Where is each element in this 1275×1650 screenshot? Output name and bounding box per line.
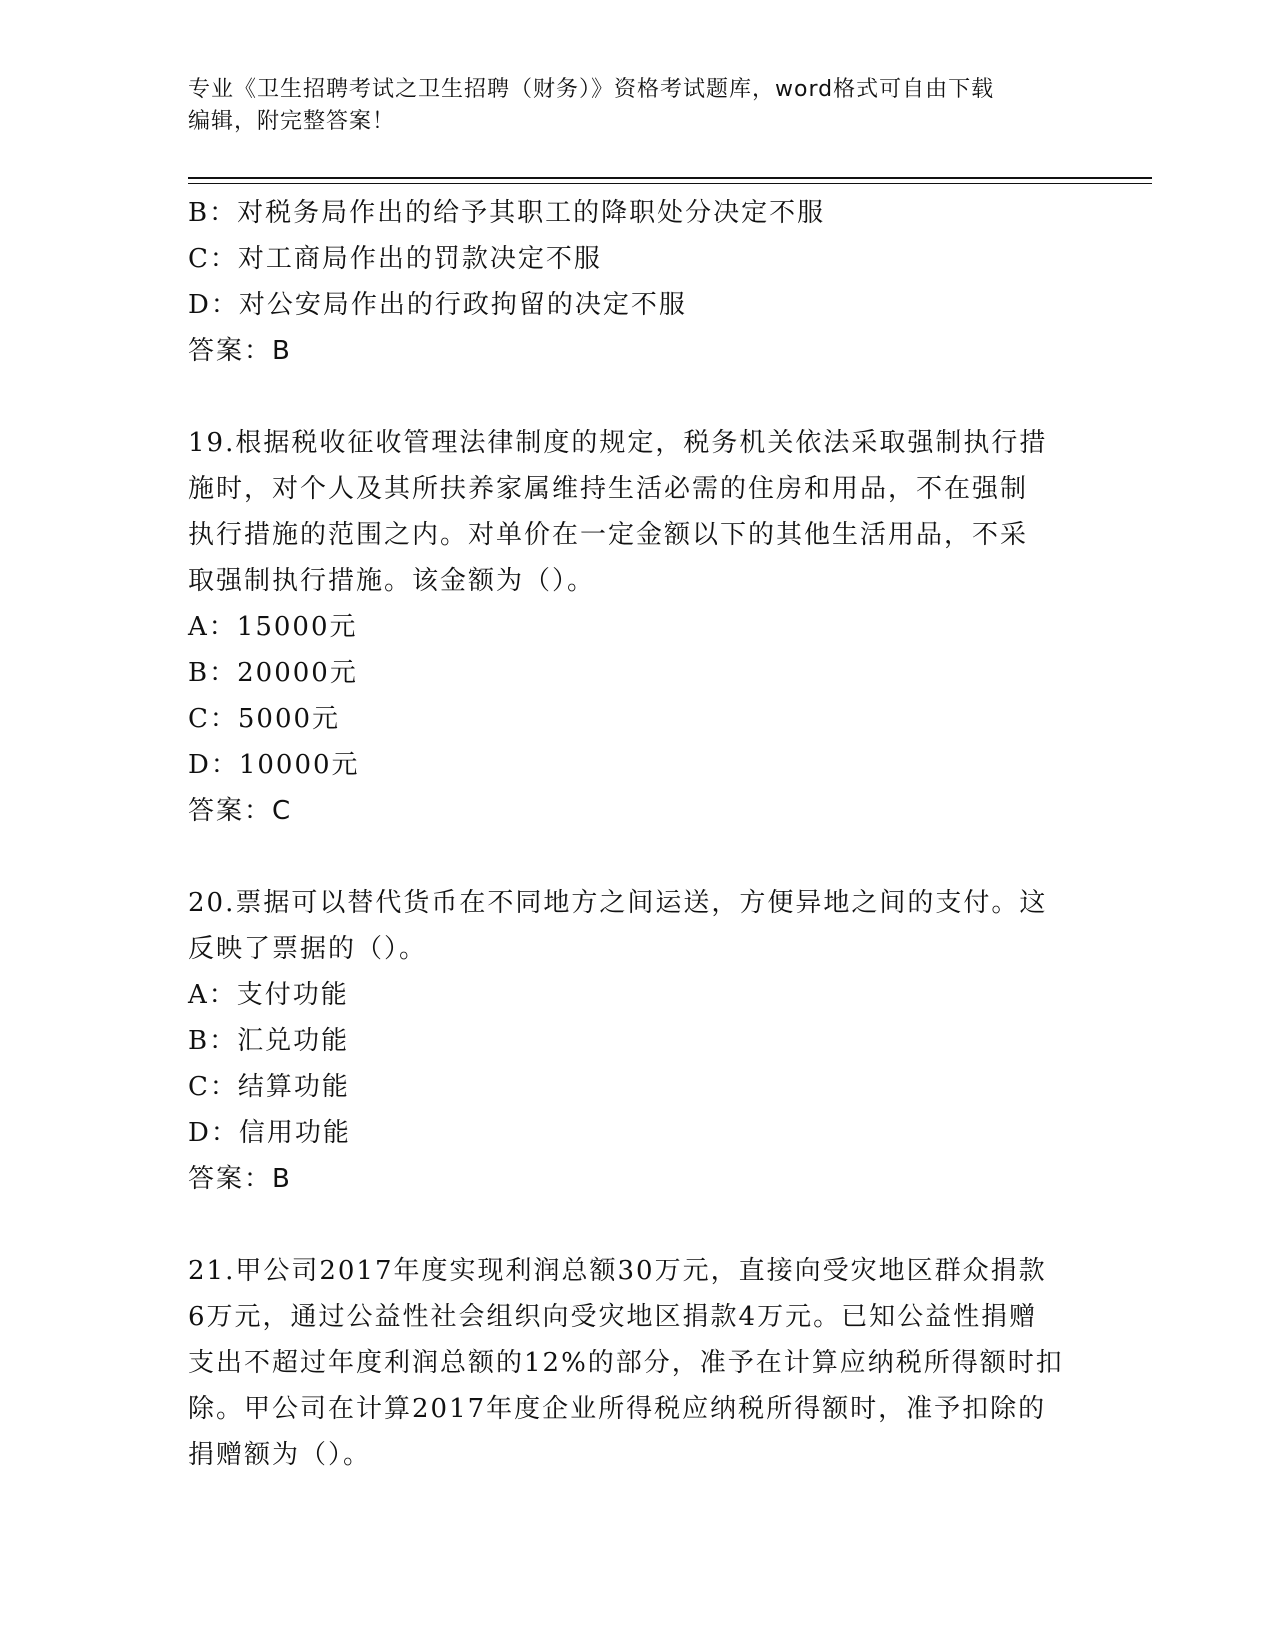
question-text-line: 施时，对个人及其所扶养家属维持生活必需的住房和用品，不在强制 bbox=[188, 474, 1029, 504]
header-line-2: 编辑，附完整答案！ bbox=[188, 109, 396, 134]
option-d: D：对公安局作出的行政拘留的决定不服 bbox=[188, 290, 687, 320]
question-20 bbox=[188, 880, 1088, 1202]
previous-question-options bbox=[188, 190, 1088, 374]
option-b: B：汇兑功能 bbox=[188, 1026, 350, 1056]
question-content bbox=[188, 190, 1088, 1478]
option-d: D：信用功能 bbox=[188, 1118, 351, 1148]
spacer bbox=[188, 1202, 1088, 1248]
spacer bbox=[188, 834, 1088, 880]
option-d: D：10000元 bbox=[188, 750, 360, 780]
option-a: A：15000元 bbox=[188, 612, 358, 642]
option-c: C：结算功能 bbox=[188, 1072, 350, 1102]
question-21 bbox=[188, 1248, 1088, 1478]
question-text-line: 6万元，通过公益性社会组织向受灾地区捐款4万元。已知公益性捐赠 bbox=[188, 1302, 1038, 1332]
option-b: B：20000元 bbox=[188, 658, 358, 688]
question-text-line: 除。甲公司在计算2017年度企业所得税应纳税所得额时，准予扣除的 bbox=[188, 1394, 1047, 1424]
option-a: A：支付功能 bbox=[188, 980, 349, 1010]
question-text-line: 捐赠额为（）。 bbox=[188, 1440, 372, 1470]
header-line-1: 专业《卫生招聘考试之卫生招聘（财务）》资格考试题库，word格式可自由下载 bbox=[188, 77, 995, 102]
option-c: C：5000元 bbox=[188, 704, 341, 734]
question-text-line: 21.甲公司2017年度实现利润总额30万元，直接向受灾地区群众捐款 bbox=[188, 1256, 1047, 1286]
question-text-line: 反映了票据的（）。 bbox=[188, 934, 428, 964]
question-19 bbox=[188, 420, 1088, 834]
answer-line: 答案：C bbox=[188, 796, 293, 826]
question-text-line: 20.票据可以替代货币在不同地方之间运送，方便异地之间的支付。这 bbox=[188, 888, 1048, 918]
answer-line: 答案：B bbox=[188, 1164, 292, 1194]
answer-line: 答案：B bbox=[188, 336, 292, 366]
option-c: C：对工商局作出的罚款决定不服 bbox=[188, 244, 602, 274]
question-text-line: 19.根据税收征收管理法律制度的规定，税务机关依法采取强制执行措 bbox=[188, 428, 1048, 458]
question-text-line: 取强制执行措施。该金额为（）。 bbox=[188, 566, 596, 596]
question-text-line: 支出不超过年度利润总额的12%的部分，准予在计算应纳税所得额时扣 bbox=[188, 1348, 1064, 1378]
option-b: B：对税务局作出的给予其职工的降职处分决定不服 bbox=[188, 198, 826, 228]
spacer bbox=[188, 374, 1088, 420]
header-rule-thin bbox=[188, 183, 1152, 184]
header-rule-thick bbox=[188, 177, 1152, 179]
question-text-line: 执行措施的范围之内。对单价在一定金额以下的其他生活用品，不采 bbox=[188, 520, 1029, 550]
page-header bbox=[188, 74, 1088, 138]
